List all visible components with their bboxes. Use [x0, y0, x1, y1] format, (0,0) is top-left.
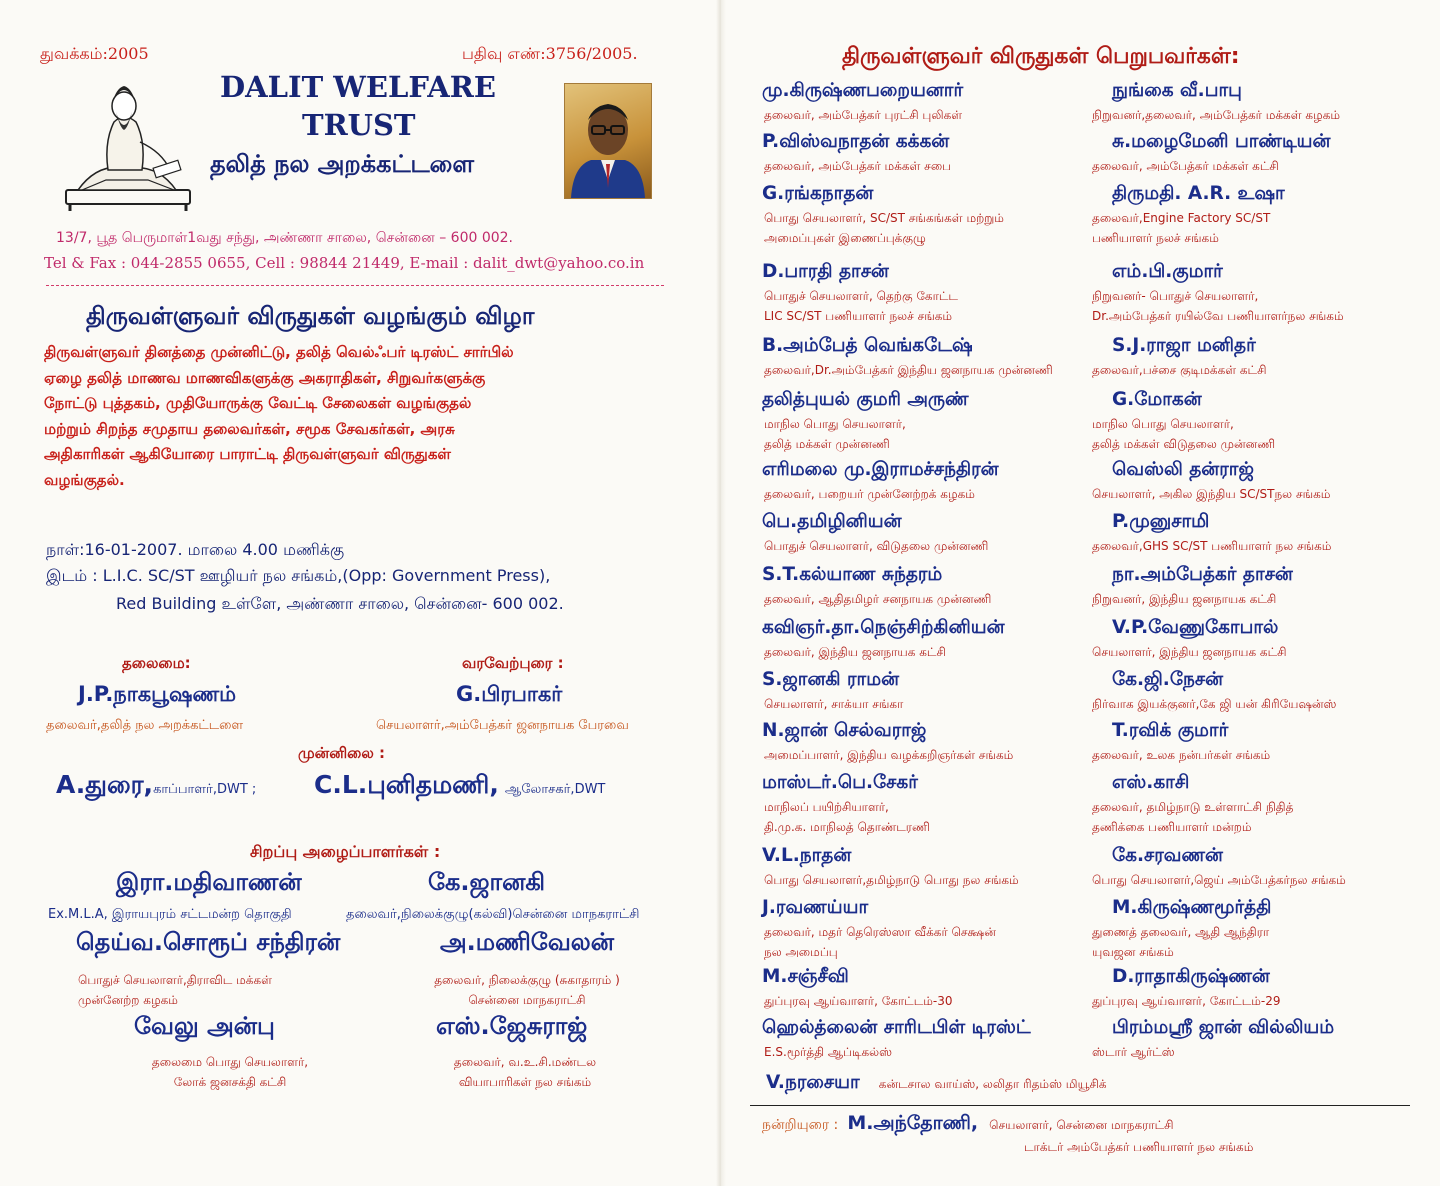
leading-guest-1 [56, 770, 256, 803]
awardee-name: எஸ்.காசி [1112, 772, 1190, 793]
awardee-role [764, 414, 906, 454]
welcome-name: G.பிரபாகர் [456, 682, 563, 706]
role-line: பொது செயலாளர், SC/ST சங்கங்கள் மற்றும் [764, 211, 1004, 225]
awardee-name: பெ.தமிழினியன் [762, 511, 902, 532]
awardee-name: B.அம்பேத் வெங்கடேஷ் [762, 335, 973, 356]
role-line: தலித் மக்கள் முன்னணி [764, 437, 890, 451]
awardee-name: T.ரவிக் குமார் [1112, 720, 1229, 741]
role-line: லோக் ஜனசக்தி கட்சி [173, 1075, 287, 1089]
awardee-name: S.J.ராஜா மனிதர் [1112, 335, 1256, 356]
special-guest-role [120, 1052, 340, 1092]
org-name-line2: TRUST [302, 108, 416, 142]
awardee-name: V.P.வேணுகோபால் [1112, 617, 1279, 638]
awardee-role [764, 589, 991, 609]
awardee-role [1092, 694, 1336, 714]
presiding-role: தலைவர்,தலித் நல அறக்கட்டளை [46, 718, 244, 733]
awardee-name: சு.மழைமேனி பாண்டியன் [1112, 131, 1331, 152]
awardee-role [1092, 536, 1331, 556]
leading-guest-2 [314, 770, 605, 803]
role-line: தலைவர்,பச்சை குடிமக்கள் கட்சி [1092, 363, 1267, 377]
awardee-name: D.ராதாகிருஷ்ணன் [1112, 966, 1270, 987]
awardee-name: திருமதி. A.R. உஷா [1112, 183, 1285, 204]
awardee-name: D.பாரதி தாசன் [762, 261, 889, 282]
awardee-name: கவிஞர்.தா.நெஞ்சிற்கினியன் [762, 617, 1005, 638]
awardee-name: P.முனுசாமி [1112, 511, 1210, 532]
role-line: பொதுச் செயலாளர், தெற்கு கோட்ட [764, 289, 958, 303]
awardee-role [764, 870, 1019, 890]
org-name-line1: DALIT WELFARE [220, 70, 496, 104]
awardee-name: எரிமலை மு.இராமச்சந்திரன் [762, 459, 999, 480]
role-line: பொது செயலாளர்,ஜெய் அம்பேத்கர்நல சங்கம் [1092, 873, 1346, 887]
role-line: பணியாளர் நலச் சங்கம் [1092, 231, 1219, 245]
description-line: அதிகாரிகள் ஆகியோரை பாராட்டி திருவள்ளுவர் விருதுகள் [44, 445, 451, 464]
role-line: தலைவர்,GHS SC/ST பணியாளர் நல சங்கம் [1092, 539, 1332, 553]
role-line: தணிக்கை பணியாளர் மன்றம் [1092, 820, 1252, 834]
awardee-role [1092, 870, 1346, 890]
awardee-name: S.ஜானகி ராமன் [762, 669, 900, 690]
role-line: நிர்வாக இயக்குனர்,கே ஜி யன் கிரியேஷன்ஸ் [1092, 697, 1337, 711]
awardee-name: M.சஞ்சீவி [762, 966, 849, 987]
awardee-name: கே.ஜி.நேசன் [1112, 669, 1224, 690]
special-guest-role [78, 970, 272, 1010]
awardee-name: P.விஸ்வநாதன் கக்கன் [762, 131, 950, 152]
awardee-role [764, 991, 953, 1011]
special-guests-label: சிறப்பு அழைப்பாளர்கள் : [250, 842, 441, 861]
role-line: நிறுவனர்- பொதுச் செயலாளர், [1092, 289, 1259, 303]
role-line: செயலாளர், இந்திய ஜனநாயக கட்சி [1092, 645, 1287, 659]
role-line: துப்புரவு ஆய்வாளர், கோட்டம்-29 [1092, 994, 1281, 1008]
special-guest-role: Ex.M.L.A, இராயபுரம் சட்டமன்ற தொகுதி [48, 907, 292, 922]
special-guest-name: இரா.மதிவாணன் [116, 868, 302, 896]
special-guest-name: தெய்வ.சொரூப் சந்திரன் [76, 928, 341, 956]
role-line: வியாபாரிகள் நல சங்கம் [458, 1075, 592, 1089]
role-line: தலைவர், அம்பேத்கர் புரட்சி புலிகள் [764, 108, 963, 122]
awardee-role [1092, 642, 1287, 662]
event-title: திருவள்ளுவர் விருதுகள் வழங்கும் விழா [86, 302, 535, 330]
role-line: நிறுவனர்,தலைவர், அம்பேத்கர் மக்கள் கழகம் [1092, 108, 1341, 122]
awardee-name: கே.சரவணன் [1112, 845, 1223, 866]
awardee-role [1092, 797, 1293, 837]
presiding-label: தலைமை: [122, 654, 191, 672]
awardee-name: S.T.கல்யாண சுந்தரம் [762, 564, 943, 585]
welcome-label: வரவேற்புரை : [462, 654, 564, 672]
leading-guest-2-name: C.L.புனிதமணி, [314, 770, 499, 799]
registration-number: பதிவு எண்:3756/2005. [462, 44, 638, 63]
awardee-role [764, 105, 962, 125]
description-line: நோட்டு புத்தகம், முதியோருக்கு வேட்டி சேலைகள் வழங்குதல் [44, 394, 472, 413]
role-line: அமைப்புகள் இணைப்புக்குழு [764, 231, 926, 245]
awardee-name: ஹெல்த்லைன் சாரிடபிள் டிரஸ்ட் [762, 1017, 1031, 1038]
special-guest-role [402, 970, 652, 1010]
role-line: தலைவர்,Dr.அம்பேத்கர் இந்திய ஜனநாயக முன்னணி [764, 363, 1053, 377]
divider-line [750, 1105, 1410, 1106]
thanks-name: M.அந்தோணி, [847, 1112, 979, 1134]
awardee-name: N.ஜான் செல்வராஜ் [762, 720, 927, 741]
role-line: தலைவர்,Engine Factory SC/ST [1092, 211, 1271, 225]
role-line: யுவஜன சங்கம் [1092, 945, 1174, 959]
special-guest-role: தலைவர்,நிலைக்குழு(கல்வி)சென்னை மாநகராட்சி [346, 907, 640, 922]
started-year: துவக்கம்:2005 [40, 44, 149, 63]
awardee-role [1092, 991, 1281, 1011]
awardee-role [764, 208, 1004, 248]
role-line: ஸ்டார் ஆர்ட்ஸ் [1092, 1045, 1175, 1059]
awardee-name: G.மோகன் [1112, 389, 1202, 410]
awardee-role [764, 642, 946, 662]
special-guest-name: எஸ்.ஜேசுராஜ் [436, 1012, 588, 1040]
awardee-role [1092, 1042, 1175, 1062]
contact-details: Tel & Fax : 044-2855 0655, Cell : 98844 21449, E-mail : dalit_dwt@yahoo.co.in [44, 254, 645, 272]
role-line: அமைப்பாளர், இந்திய வழக்கறிஞர்கள் சங்கம் [764, 748, 1014, 762]
role-line: நல அமைப்பு [764, 945, 838, 959]
description-line: வழங்குதல். [44, 470, 125, 489]
role-line: பொதுச் செயலாளர்,திராவிட மக்கள் [78, 973, 272, 987]
presiding-name: J.P.நாகபூஷணம் [78, 682, 237, 706]
awardee-role [764, 484, 975, 504]
awardee-name: M.கிருஷ்ணமூர்த்தி [1112, 897, 1272, 918]
role-line: தலித் மக்கள் விடுதலை முன்னணி [1092, 437, 1276, 451]
special-guest-name: அ.மணிவேலன் [440, 928, 614, 956]
event-venue-line1: இடம் : L.I.C. SC/ST ஊழியர் நல சங்கம்,(Opp: Government Press), [46, 566, 551, 585]
leading-label: முன்னிலை : [298, 744, 386, 762]
awardee-role [1092, 286, 1344, 326]
awardee-role [1092, 414, 1275, 454]
awardee-role [764, 156, 951, 176]
event-venue-line2: Red Building உள்ளே, அண்ணா சாலை, சென்னை- 600 002. [116, 594, 564, 613]
role-line: செயலாளர், சாக்யா சங்கா [764, 697, 904, 711]
awardee-name: நுங்கை வீ.பாபு [1112, 80, 1242, 101]
role-line: மாநில பொது செயலாளர், [764, 417, 906, 431]
awardee-name: மாஸ்டர்.பெ.சேகர் [762, 772, 918, 793]
awardees-title: திருவள்ளுவர் விருதுகள் பெறுபவர்கள்: [842, 44, 1240, 69]
leading-guest-1-role: காப்பாளர்,DWT ; [153, 782, 257, 797]
role-line: தலைவர், ஆதிதமிழர் சனநாயக முன்னணி [764, 592, 992, 606]
role-line: தலைவர், தமிழ்நாடு உள்ளாட்சி நிதித் [1092, 800, 1294, 814]
role-line: தலைவர், மதர் தெரெஸ்ஸா வீக்கர் செக்ஷன் [764, 925, 996, 939]
awardee-name: வெஸ்லி தன்ராஜ் [1112, 459, 1254, 480]
role-line: தலைவர், நிலைக்குழு (சுகாதாரம் ) [434, 973, 620, 987]
special-guest-role [420, 1052, 630, 1092]
role-line: E.S.மூர்த்தி ஆப்டிகல்ஸ் [764, 1045, 893, 1059]
awardee-role [764, 360, 1053, 380]
role-line: சென்னை மாநகராட்சி [468, 993, 586, 1007]
role-line: துணைத் தலைவர், ஆதி ஆந்திரா [1092, 925, 1270, 939]
role-line: தலைவர், அம்பேத்கர் மக்கள் கட்சி [1092, 159, 1279, 173]
awardee-name: மு.கிருஷ்ணபறையனார் [762, 80, 964, 101]
role-line: தலைவர், பறையர் முன்னேற்றக் கழகம் [764, 487, 975, 501]
role-line: துப்புரவு ஆய்வாளர், கோட்டம்-30 [764, 994, 953, 1008]
thiruvalluvar-illustration [58, 72, 196, 212]
divider-dashed [46, 285, 664, 286]
awardee-role [764, 1042, 892, 1062]
role-line: தலைவர், இந்திய ஜனநாயக கட்சி [764, 645, 946, 659]
role-line: நிறுவனர், இந்திய ஜனநாயக கட்சி [1092, 592, 1277, 606]
role-line: தலைவர், அம்பேத்கர் மக்கள் சபை [764, 159, 952, 173]
role-line: முன்னேற்ற கழகம் [78, 993, 178, 1007]
awardee-role [764, 694, 903, 714]
description-line: திருவள்ளுவர் தினத்தை முன்னிட்டு, தலித் வெல்ஃபர் டிரஸ்ட் சார்பில் [44, 343, 514, 361]
address: 13/7, பூத பெருமாள்1வது சந்து, அண்ணா சாலை, சென்னை – 600 002. [56, 230, 514, 246]
special-guest-name: கே.ஜானகி [428, 868, 545, 896]
thanks-role-2: டாக்டர் அம்பேத்கர் பணியாளர் நல சங்கம் [1024, 1140, 1254, 1154]
awardee-role [764, 922, 996, 962]
thanks-label: நன்றியுரை : [762, 1117, 839, 1133]
role-line: செயலாளர், அகில இந்திய SC/STநல சங்கம் [1092, 487, 1331, 501]
awardee-name: பிரம்மஸ்ரீ ஜான் வில்லியம் [1112, 1017, 1335, 1038]
awardee-name: எம்.பி.குமார் [1112, 261, 1223, 282]
role-line: பொது செயலாளர்,தமிழ்நாடு பொது நல சங்கம் [764, 873, 1019, 887]
event-date: நாள்:16-01-2007. மாலை 4.00 மணிக்கு [46, 540, 345, 559]
awardee-role [764, 286, 958, 326]
awardee-role [1092, 745, 1270, 765]
awardee-role [1092, 589, 1276, 609]
awardee-role [1092, 208, 1270, 248]
awardee-role: கன்டசால வாய்ஸ், லலிதா ரிதம்ஸ் மியூசிக் [878, 1077, 1107, 1091]
special-guest-name: வேலு அன்பு [134, 1012, 275, 1040]
role-line: தலைமை பொது செயலாளர், [151, 1055, 309, 1069]
awardee-name: V.L.நாதன் [762, 845, 852, 866]
description-line: மற்றும் சிறந்த சமுதாய தலைவர்கள், சமூக சேவகர்கள், அரசு [44, 419, 455, 438]
vote-of-thanks [762, 1112, 1174, 1137]
awardee-name: தலித்புயல் குமரி அருண் [762, 389, 969, 410]
ambedkar-portrait [564, 83, 652, 199]
page-fold [716, 0, 726, 1186]
awardee-role [1092, 484, 1330, 504]
role-line: Dr.அம்பேத்கர் ரயில்வே பணியாளர்நல சங்கம் [1092, 309, 1344, 323]
awardee-role [1092, 922, 1269, 962]
awardee-role [764, 745, 1013, 765]
awardee-role [764, 536, 988, 556]
leading-guest-1-name: A.துரை, [56, 770, 154, 799]
awardee-role [1092, 360, 1267, 380]
awardee-role [1092, 105, 1340, 125]
role-line: மாநில பொது செயலாளர், [1092, 417, 1234, 431]
awardee-name: V.நரசையா [766, 1072, 860, 1093]
leading-guest-2-role: ஆலோசகர்,DWT [504, 782, 606, 797]
awardee-name: நா.அம்பேத்கர் தாசன் [1112, 564, 1293, 585]
awardee-name: J.ரவணய்யா [762, 897, 869, 918]
awardee-role [1092, 156, 1279, 176]
description-line: ஏழை தலித் மாணவ மாணவிகளுக்கு அகராதிகள், சிறுவர்களுக்கு [44, 368, 486, 387]
awardee-last [766, 1072, 1107, 1095]
role-line: தலைவர், வ.உ.சி.மண்டல [453, 1055, 597, 1069]
event-description [44, 340, 689, 494]
role-line: பொதுச் செயலாளர், விடுதலை முன்னணி [764, 539, 989, 553]
org-name-tamil: தலித் நல அறக்கட்டளை [210, 150, 475, 178]
role-line: தி.மு.க. மாநிலத் தொண்டரணி [764, 820, 930, 834]
role-line: LIC SC/ST பணியாளர் நலச் சங்கம் [764, 309, 953, 323]
thanks-role: செயலாளர், சென்னை மாநகராட்சி [989, 1118, 1174, 1132]
welcome-role: செயலாளர்,அம்பேத்கர் ஜனநாயக பேரவை [376, 718, 629, 733]
awardee-role [764, 797, 930, 837]
role-line: தலைவர், உலக நன்பர்கள் சங்கம் [1092, 748, 1271, 762]
awardee-name: G.ரங்கநாதன் [762, 183, 874, 204]
role-line: மாநிலப் பயிற்சியாளர், [764, 800, 889, 814]
